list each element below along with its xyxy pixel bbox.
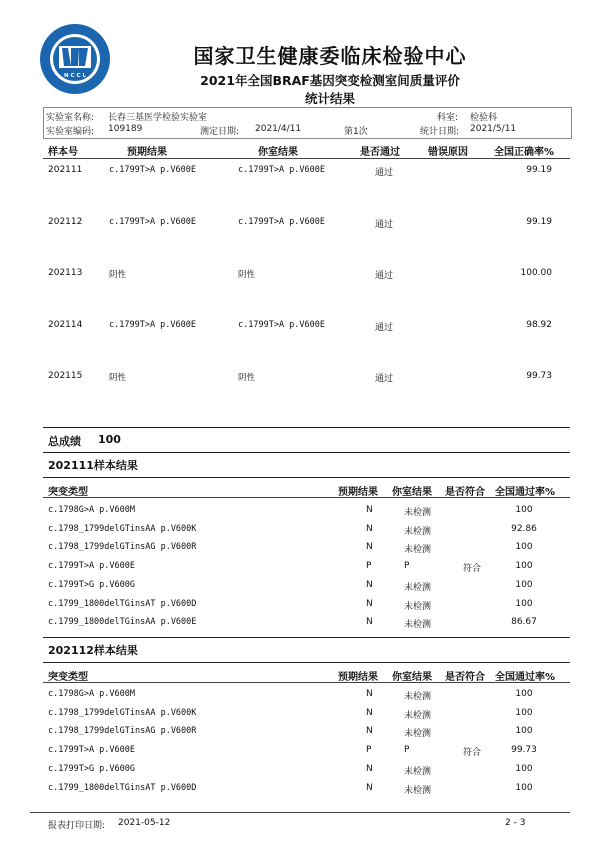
section-header-rule xyxy=(43,682,570,683)
expected-result: c.1799T>A p.V600E xyxy=(109,217,196,227)
pass-rate: 100 xyxy=(515,763,533,774)
mutation-type: c.1798_1799delGTinsAA p.V600K xyxy=(48,707,197,718)
expected-result: 阴性 xyxy=(109,270,127,280)
footer-rule xyxy=(30,812,570,813)
section-title-rule xyxy=(43,477,570,478)
test-date-label: 测定日期: xyxy=(200,127,240,137)
expected-call: N xyxy=(366,523,373,534)
lab-call: 未检测 xyxy=(404,785,432,796)
national-rate: 100.00 xyxy=(520,268,552,278)
expected-call: N xyxy=(366,782,373,793)
mutation-type: c.1799T>A p.V600E xyxy=(48,745,135,756)
national-rate: 99.19 xyxy=(526,217,552,227)
report-subtitle: 2021年全国BRAF基因突变检测室间质量评价 xyxy=(200,73,460,88)
national-rate: 99.19 xyxy=(526,165,552,175)
lab-call: 未检测 xyxy=(404,526,432,537)
national-rate: 99.73 xyxy=(526,371,552,381)
total-rule xyxy=(43,427,570,428)
table-header-rule xyxy=(43,158,570,159)
stat-date-label: 统计日期: xyxy=(420,127,460,137)
col-header-expected: 预期结果 xyxy=(127,147,167,158)
match-status: 符合 xyxy=(463,564,482,575)
col-header-sample: 样本号 xyxy=(48,147,78,158)
lab-result: c.1799T>A p.V600E xyxy=(238,165,325,175)
expected-call: N xyxy=(366,617,373,628)
stat-date: 2021/5/11 xyxy=(470,124,517,134)
col-header-mutation: 突变类型 xyxy=(48,672,88,683)
col-header-reason: 错误原因 xyxy=(428,147,468,158)
page-number: 2 - 3 xyxy=(505,818,526,828)
expected-result: c.1799T>A p.V600E xyxy=(109,165,196,175)
col-header-yours: 你室结果 xyxy=(392,672,432,683)
col-header-pass-rate: 全国通过率% xyxy=(495,672,556,683)
lab-result: 阴性 xyxy=(238,270,256,280)
report-subtitle-2: 统计结果 xyxy=(304,91,355,106)
col-header-expected: 预期结果 xyxy=(338,672,378,683)
national-rate: 98.92 xyxy=(526,320,552,330)
expected-result: 阴性 xyxy=(109,373,127,383)
lab-call: P xyxy=(404,561,410,572)
mutation-type: c.1799T>A p.V600E xyxy=(48,561,135,572)
section-top-rule xyxy=(43,452,570,453)
mutation-type: c.1799T>G p.V600G xyxy=(48,763,135,774)
sample-id: 202112 xyxy=(48,217,83,227)
col-header-yours: 你室结果 xyxy=(258,147,298,158)
pass-status: 通过 xyxy=(375,271,394,281)
col-header-pass-rate: 全国通过率% xyxy=(495,487,556,498)
expected-call: N xyxy=(366,726,373,737)
lab-code: 109189 xyxy=(108,124,143,134)
lab-call: 未检测 xyxy=(404,766,432,777)
lab-call: 未检测 xyxy=(404,601,432,612)
pass-rate: 100 xyxy=(515,726,533,737)
match-status: 符合 xyxy=(463,748,482,759)
lab-call: P xyxy=(404,745,410,756)
expected-call: N xyxy=(366,707,373,718)
lab-call: 未检测 xyxy=(404,582,432,593)
mutation-type: c.1798G>A p.V600M xyxy=(48,689,135,699)
pass-status: 通过 xyxy=(375,220,394,230)
col-header-match: 是否符合 xyxy=(445,672,485,683)
expected-call: N xyxy=(366,505,373,515)
dept-label: 科室: xyxy=(437,113,459,123)
mutation-type: c.1799_1800delTGinsAA p.V600E xyxy=(48,617,197,628)
col-header-rate: 全国正确率% xyxy=(494,147,555,158)
section-header-rule xyxy=(43,497,570,498)
pass-rate: 100 xyxy=(515,782,533,793)
sample-id: 202115 xyxy=(48,371,83,381)
section-title: 202112样本结果 xyxy=(48,644,138,657)
nccl-logo xyxy=(38,22,112,96)
round-label: 第1次 xyxy=(344,127,368,137)
col-header-yours: 你室结果 xyxy=(392,487,432,498)
pass-rate: 100 xyxy=(515,579,533,590)
pass-rate: 100 xyxy=(515,598,533,609)
pass-rate: 99.73 xyxy=(511,745,537,756)
expected-call: N xyxy=(366,763,373,774)
expected-call: N xyxy=(366,579,373,590)
svg-text:N C C L: N C C L xyxy=(64,73,86,79)
expected-call: P xyxy=(366,745,372,756)
pass-rate: 92.86 xyxy=(511,523,537,534)
section-title: 202111样本结果 xyxy=(48,459,138,472)
lab-name-label: 实验室名称: xyxy=(46,113,95,123)
dept-value: 检验科 xyxy=(470,113,498,123)
mutation-type: c.1799_1800delTGinsAT p.V600D xyxy=(48,782,197,793)
lab-result: c.1799T>A p.V600E xyxy=(238,320,325,330)
test-date: 2021/4/11 xyxy=(255,124,302,134)
lab-call: 未检测 xyxy=(404,729,432,740)
total-score: 100 xyxy=(98,433,121,446)
expected-result: c.1799T>A p.V600E xyxy=(109,320,196,330)
pass-rate: 100 xyxy=(515,505,533,515)
sample-id: 202111 xyxy=(48,165,83,175)
print-date-label: 报表打印日期: xyxy=(48,821,106,831)
mutation-type: c.1799T>G p.V600G xyxy=(48,579,135,590)
mutation-type: c.1798_1799delGTinsAG p.V600R xyxy=(48,542,197,553)
section-top-rule xyxy=(43,637,570,638)
total-label: 总成绩 xyxy=(48,435,81,448)
sample-id: 202113 xyxy=(48,268,83,278)
lab-result: c.1799T>A p.V600E xyxy=(238,217,325,227)
pass-status: 通过 xyxy=(375,168,394,178)
lab-call: 未检测 xyxy=(404,710,432,721)
section-title-rule xyxy=(43,662,570,663)
col-header-expected: 预期结果 xyxy=(338,487,378,498)
lab-result: 阴性 xyxy=(238,373,256,383)
lab-name: 长春三基医学检验实验室 xyxy=(108,113,208,123)
pass-rate: 86.67 xyxy=(511,617,537,628)
pass-status: 通过 xyxy=(375,374,394,384)
pass-rate: 100 xyxy=(515,707,533,718)
expected-call: P xyxy=(366,561,372,572)
expected-call: N xyxy=(366,542,373,553)
pass-rate: 100 xyxy=(515,689,533,699)
lab-call: 未检测 xyxy=(404,545,432,556)
lab-call: 未检测 xyxy=(404,692,432,702)
mutation-type: c.1798G>A p.V600M xyxy=(48,505,135,515)
mutation-type: c.1799_1800delTGinsAT p.V600D xyxy=(48,598,197,609)
expected-call: N xyxy=(366,689,373,699)
pass-status: 通过 xyxy=(375,323,394,333)
lab-code-label: 实验室编码: xyxy=(46,127,95,137)
pass-rate: 100 xyxy=(515,561,533,572)
col-header-mutation: 突变类型 xyxy=(48,487,88,498)
page-title: 国家卫生健康委临床检验中心 xyxy=(193,44,467,68)
print-date: 2021-05-12 xyxy=(118,818,171,828)
mutation-type: c.1798_1799delGTinsAG p.V600R xyxy=(48,726,197,737)
col-header-match: 是否符合 xyxy=(445,487,485,498)
col-header-pass: 是否通过 xyxy=(360,147,400,158)
lab-call: 未检测 xyxy=(404,508,432,518)
expected-call: N xyxy=(366,598,373,609)
pass-rate: 100 xyxy=(515,542,533,553)
mutation-type: c.1798_1799delGTinsAA p.V600K xyxy=(48,523,197,534)
sample-id: 202114 xyxy=(48,320,83,330)
lab-call: 未检测 xyxy=(404,620,432,631)
